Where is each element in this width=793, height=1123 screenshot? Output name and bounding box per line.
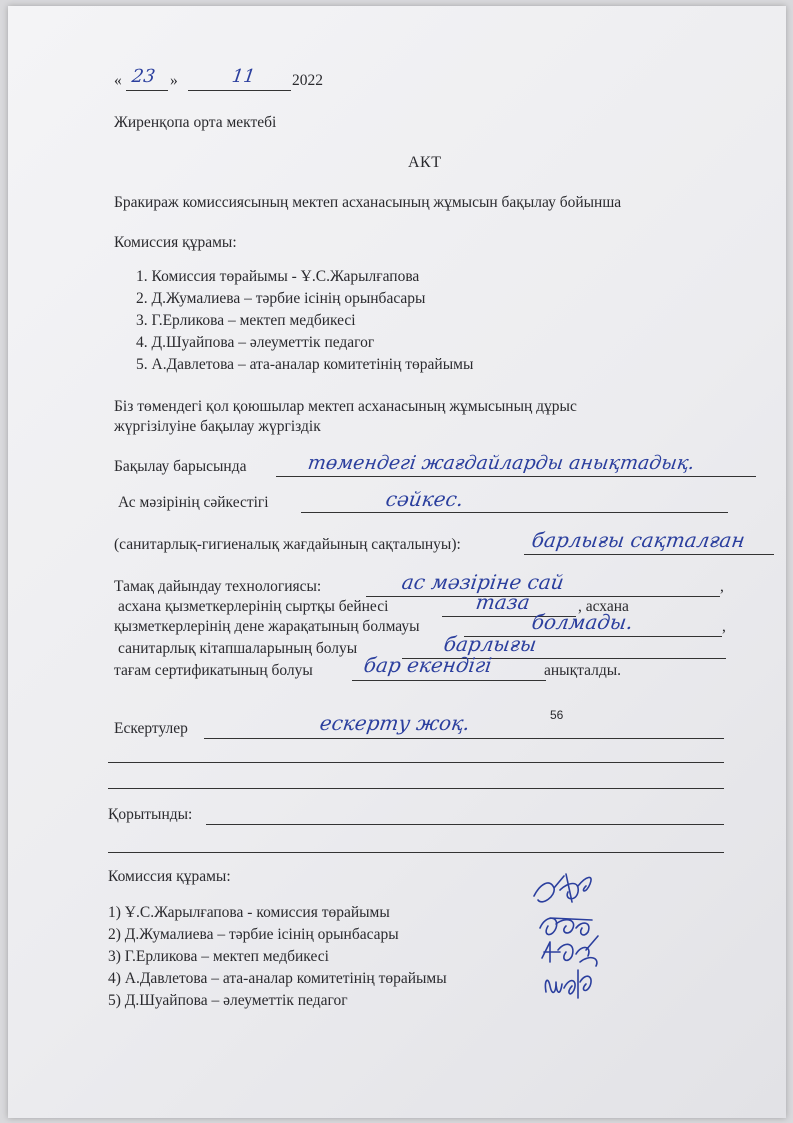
commission-member: 1. Комиссия төрайымы - Ұ.С.Жарылғапова bbox=[136, 268, 420, 285]
date-close-quote: » bbox=[170, 72, 178, 89]
books-value: барлығы bbox=[442, 632, 539, 656]
page-number: 56 bbox=[550, 708, 564, 722]
certificate-label: тағам сертификатының болуы bbox=[114, 662, 313, 679]
document-page bbox=[8, 6, 786, 1118]
sanitary-value: барлығы сақталған bbox=[530, 528, 747, 552]
sanitary-underline bbox=[524, 554, 774, 555]
sanitary-label: (санитарлық-гигиеналық жағдайының сақталынуы): bbox=[114, 536, 461, 553]
menu-value: сәйкес. bbox=[384, 487, 465, 511]
menu-underline bbox=[301, 512, 728, 513]
signer-line: 2) Д.Жумалиева – тәрбие ісінің орынбасары bbox=[108, 926, 399, 943]
date-open-quote: « bbox=[114, 72, 122, 89]
technology-value: ас мәзіріне сай bbox=[400, 570, 566, 594]
technology-underline bbox=[366, 596, 720, 597]
observation-value: төмендегі жағдайларды анықтадық. bbox=[306, 452, 696, 474]
document-subtitle: Бракираж комиссиясының мектеп асханасының жұмысын бақылау бойынша bbox=[114, 194, 622, 211]
signatures-image bbox=[520, 866, 620, 1016]
intro-line-2: жүргізілуіне бақылау жүргіздік bbox=[114, 418, 321, 435]
menu-label: Ас мәзірінің сәйкестігі bbox=[118, 494, 269, 511]
notes-underline bbox=[204, 738, 724, 739]
school-name: Жиренқопа орта мектебі bbox=[114, 114, 277, 131]
signer-line: 1) Ұ.С.Жарылғапова - комиссия төрайымы bbox=[108, 904, 390, 921]
signer-line: 3) Г.Ерликова – мектеп медбикесі bbox=[108, 948, 329, 965]
date-year: 2022 bbox=[292, 72, 323, 89]
books-label: санитарлық кітапшаларының болуы bbox=[118, 640, 358, 657]
appearance-suffix: , асхана bbox=[578, 598, 629, 615]
commission-heading: Комиссия құрамы: bbox=[114, 234, 237, 251]
date-month-underline bbox=[188, 90, 291, 91]
notes-value: ескерту жоқ. bbox=[318, 711, 472, 735]
commission-member: 2. Д.Жумалиева – тәрбие ісінің орынбасары bbox=[136, 290, 426, 307]
certificate-underline bbox=[352, 680, 546, 681]
injury-suffix: , bbox=[722, 618, 726, 635]
notes-blank-line bbox=[108, 788, 724, 789]
technology-label: Тамақ дайындау технологиясы: bbox=[114, 578, 322, 595]
intro-line-1: Біз төмендегі қол қоюшылар мектеп асханасының жұмысының дұрыс bbox=[114, 398, 577, 415]
conclusion-underline bbox=[206, 824, 724, 825]
date-day: 23 bbox=[130, 66, 157, 87]
date-month: 11 bbox=[230, 66, 257, 87]
signer-line: 5) Д.Шуайпова – әлеуметтік педагог bbox=[108, 992, 348, 1009]
commission-member: 3. Г.Ерликова – мектеп медбикесі bbox=[136, 312, 356, 329]
injury-label: қызметкерлерінің дене жарақатының болмауы bbox=[114, 618, 420, 635]
certificate-suffix: анықталды. bbox=[544, 662, 622, 679]
signer-line: 4) А.Давлетова – ата-аналар комитетінің төрайымы bbox=[108, 970, 447, 987]
observation-label: Бақылау барысында bbox=[114, 458, 247, 475]
appearance-label: асхана қызметкерлерінің сыртқы бейнесі bbox=[118, 598, 389, 615]
notes-label: Ескертулер bbox=[114, 720, 188, 737]
appearance-value: таза bbox=[474, 590, 532, 614]
conclusion-label: Қорытынды: bbox=[108, 806, 193, 823]
certificate-value: бар екендігі bbox=[362, 653, 494, 677]
observation-underline bbox=[276, 476, 756, 477]
date-day-underline bbox=[126, 90, 168, 91]
conclusion-blank-line bbox=[108, 852, 724, 853]
commission-member: 4. Д.Шуайпова – әлеуметтік педагог bbox=[136, 334, 375, 351]
technology-suffix: , bbox=[720, 578, 724, 595]
signers-heading: Комиссия құрамы: bbox=[108, 868, 231, 885]
document-title: АКТ bbox=[408, 154, 442, 171]
commission-member: 5. А.Давлетова – ата-аналар комитетінің төрайымы bbox=[136, 356, 474, 373]
injury-value: болмады. bbox=[530, 610, 635, 634]
notes-blank-line bbox=[108, 762, 724, 763]
